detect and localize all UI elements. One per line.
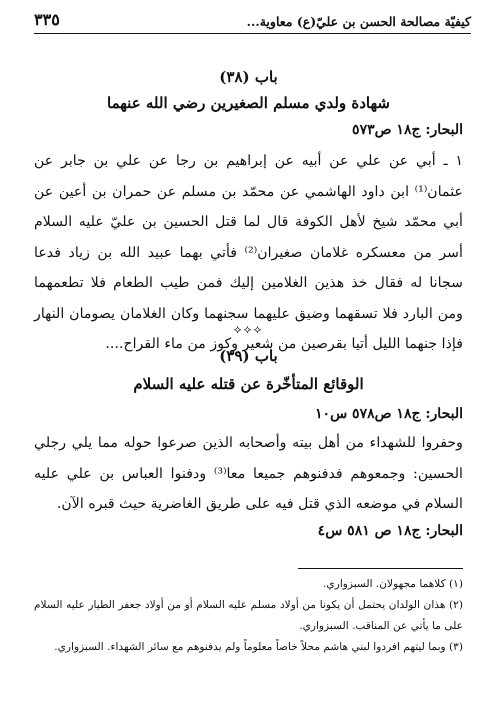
running-title: كيفيّة مصالحة الحسن بن عليّ(ع) معاوية...: [246, 14, 471, 29]
source-reference: البحار: ج١٨ ص٥٧٨ س١٠: [315, 406, 463, 422]
chapter-title-38: شهادة ولدي مسلم الصغيرين رضي الله عنهما: [107, 94, 390, 112]
footnotes: [34, 574, 463, 658]
footnote: (٣) وبما ليتهم افردوا لبني هاشم محلاً خاصاً معلوماً ولم يدفنوهم مع سائر الشهداء. السبزواري.: [54, 641, 463, 653]
chapter-heading-39: باب (٣٩): [219, 347, 278, 365]
source-reference: البحار: ج١٨ ص ٥٨١ س٤: [317, 523, 463, 539]
footnote: (١) كلاهما مجهولان. السبزواري.: [323, 578, 463, 590]
paragraph-text: وحفروا للشهداء من أهل بيته وأصحابه الذين صرعوا حوله مما يلي رجلي الحسين: وجمعوهم فدفنوهم جميعا معا⁽³⁾ ودفنوا العباس بن علي عليه السلام في موضعه الذي قتل فيه على طريق الغاضرية حيث قبره الآن.: [34, 435, 463, 512]
chapter-heading-38: باب (٣٨): [219, 68, 278, 86]
footnote: (٢) هذان الولدان يحتمل أن يكونا من أولاد مسلم عليه السلام أو من أولاد جعفر الطيار عليه السلام على ما يأتي عن المناقب. السبزواري.: [34, 599, 463, 632]
chapter-title-39: الوقائع المتأخّرة عن قتله عليه السلام: [133, 375, 364, 393]
section-separator: ⟡⟡⟡: [233, 322, 264, 336]
narration-paragraph: [34, 428, 463, 520]
page-number: ٣٣٥: [34, 10, 60, 29]
footnote-divider: [298, 568, 463, 569]
paragraph-text: ١ ـ أبي عن علي عن أبيه عن إبراهيم بن رجا عن علي بن جابر عن عثمان⁽¹⁾ ابن داود الهاشمي عن محمّد بن مسلم عن حمران بن أعين عن أبي محمّد شيخ لأهل الكوفة قال لما قتل الحسين بن عليّ عليه السلام أسر من معسكره غلامان صغيران⁽²⁾ فأتي بهما عبيد الله بن زياد فدعا سجانا له فقال خذ هذين الغلامين إليك فمن طيب الطعام فلا تطعمهما ومن البارد فلا تسقهما وضيق عليهما سجنهما وكان الغلامان يصومان النهار فإذا جنهما الليل أتيا بقرصين من شعير وكوز من ماء القراح....: [34, 153, 463, 352]
running-header: [34, 10, 471, 34]
source-reference: البحار: ج١٨ ص٥٧٣: [352, 122, 463, 138]
